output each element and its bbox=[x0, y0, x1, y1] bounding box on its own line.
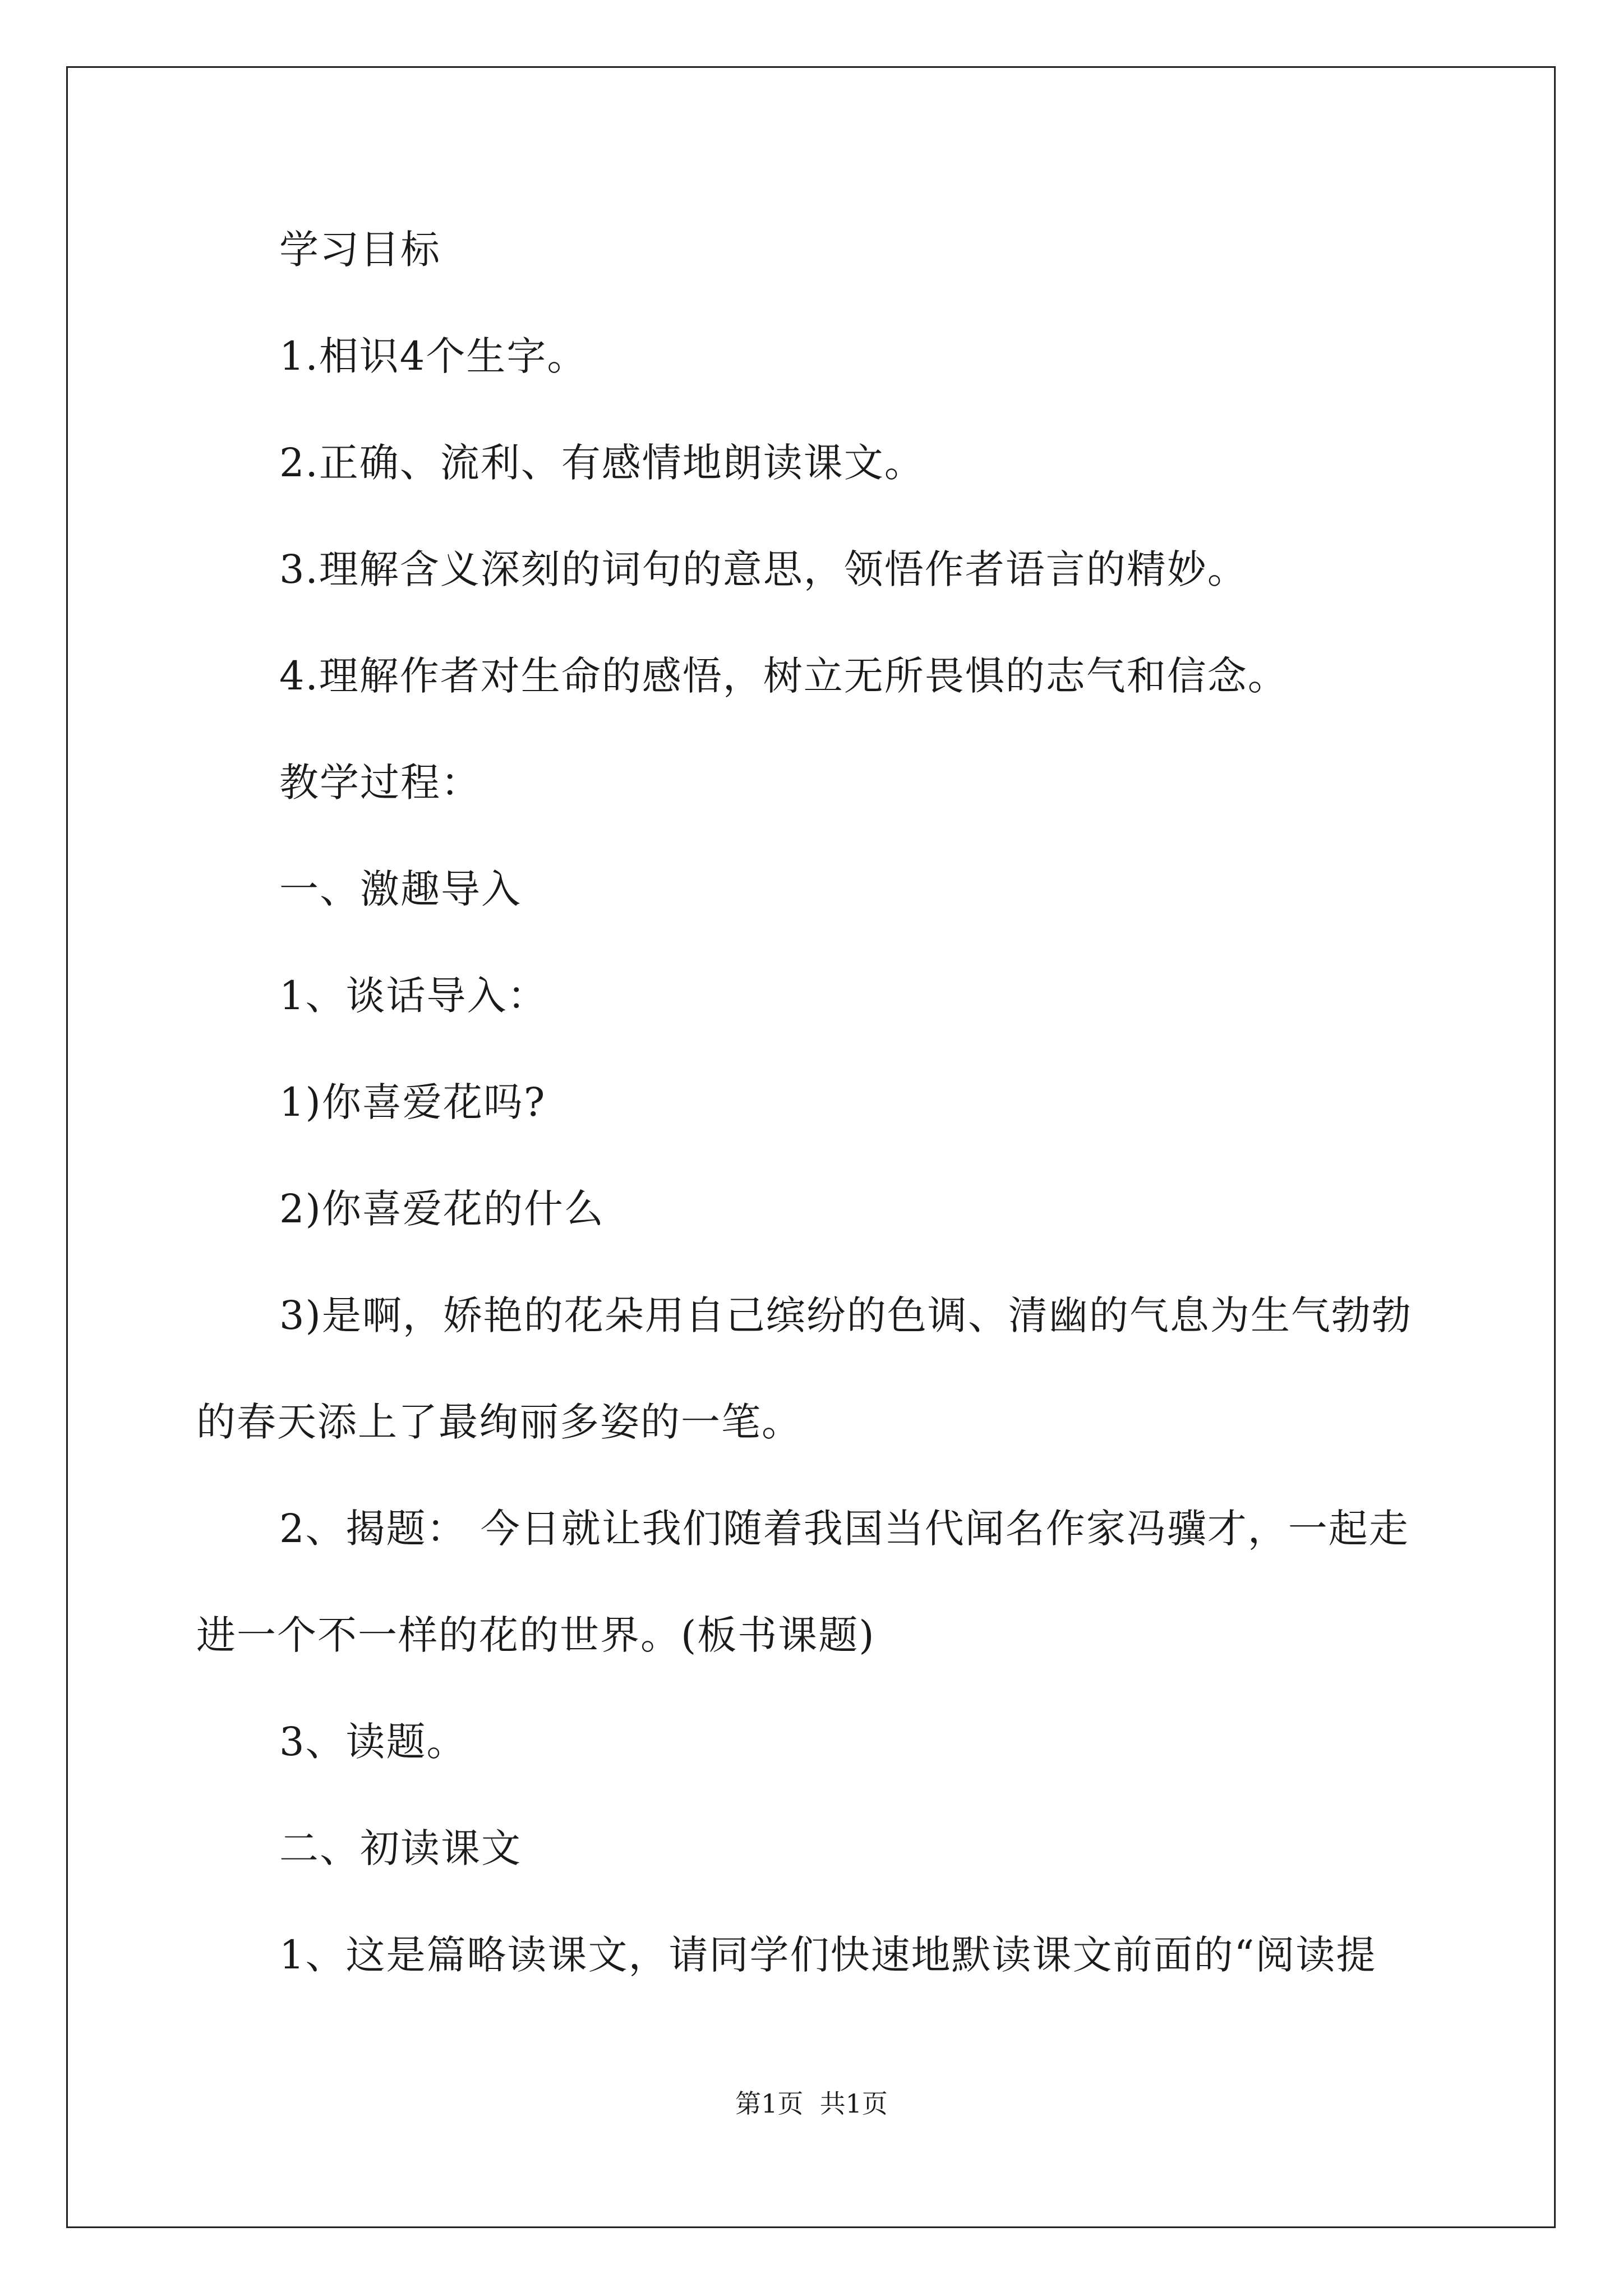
paragraph-3-line-1: 3)是啊，娇艳的花朵用自己缤纷的色调、清幽的气息为生气勃勃 bbox=[279, 1292, 1412, 1338]
goal-item-3: 3.理解含义深刻的词句的意思，领悟作者语言的精妙。 bbox=[279, 546, 1248, 592]
step-3: 3、读题。 bbox=[279, 1719, 467, 1765]
section-heading-2: 二、初读课文 bbox=[279, 1825, 522, 1871]
paragraph-reveal-line-2: 进一个不一样的花的世界。(板书课题) bbox=[196, 1612, 875, 1658]
section-heading-1: 一、激趣导入 bbox=[279, 866, 522, 912]
heading-learning-goals: 学习目标 bbox=[279, 227, 441, 273]
paragraph-reveal-line-1: 2、揭题： 今日就让我们随着我国当代闻名作家冯骥才，一起走 bbox=[279, 1506, 1409, 1552]
goal-item-4: 4.理解作者对生命的感悟，树立无所畏惧的志气和信念。 bbox=[279, 653, 1288, 699]
paragraph-3-line-2: 的春天添上了最绚丽多姿的一笔。 bbox=[196, 1399, 802, 1445]
step-1: 1、谈话导入： bbox=[279, 973, 548, 1019]
question-1: 1)你喜爱花吗? bbox=[279, 1079, 546, 1125]
goal-item-2: 2.正确、流利、有感情地朗读课文。 bbox=[279, 440, 925, 486]
paragraph-reading-line-1: 1、这是篇略读课文，请同学们快速地默读课文前面的“阅读提 bbox=[279, 1932, 1377, 1978]
heading-teaching-process: 教学过程： bbox=[279, 760, 481, 806]
page-border bbox=[66, 66, 1556, 2228]
question-2: 2)你喜爱花的什么 bbox=[279, 1186, 605, 1232]
goal-item-1: 1.相识4个生字。 bbox=[279, 333, 588, 379]
page-footer: 第1页 共1页 bbox=[735, 2088, 888, 2119]
